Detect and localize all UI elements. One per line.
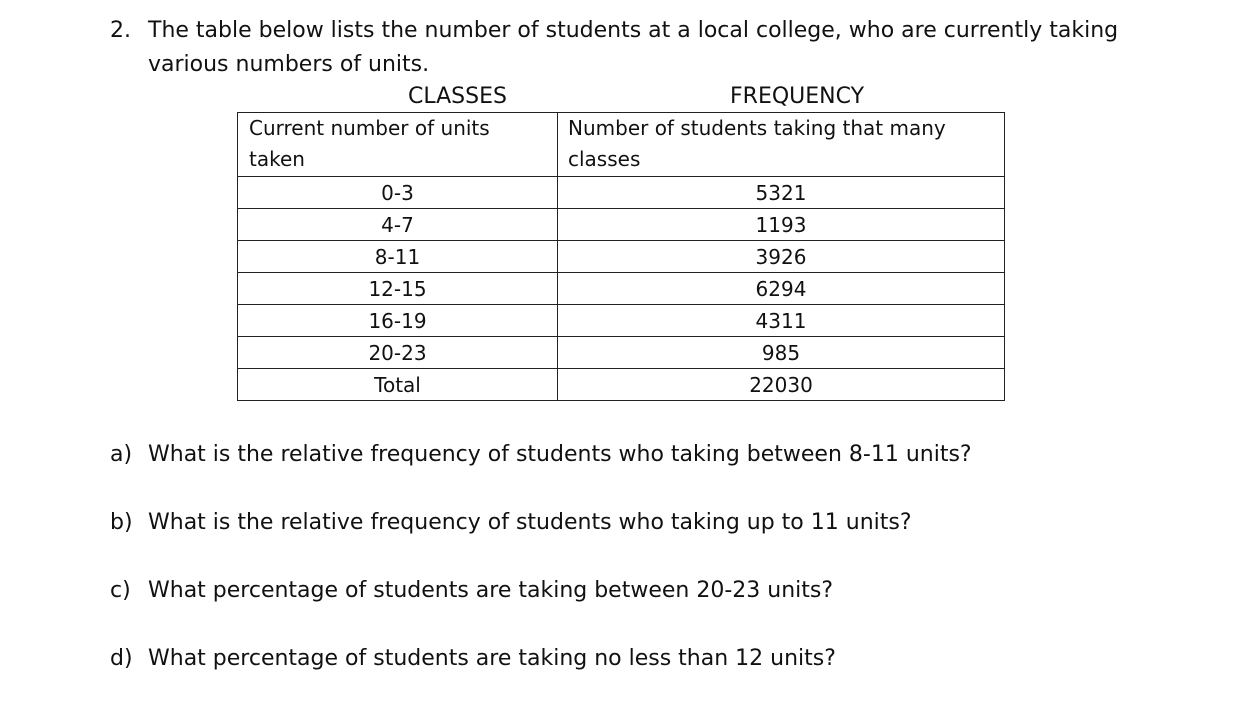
frequency-cell: 3926 (558, 241, 1005, 273)
problem-line-1 (110, 14, 1210, 48)
header-units-line-2: taken (249, 147, 305, 171)
header-students-line-2: classes (568, 147, 641, 171)
header-units-line-1: Current number of units (249, 116, 490, 140)
problem-text-line-2: various numbers of units. (148, 52, 430, 77)
question-text: What percentage of students are taking no less than 12 units? (148, 646, 836, 671)
frequency-cell: 6294 (558, 273, 1005, 305)
classes-column-title: CLASSES (408, 84, 507, 109)
frequency-column-title: FREQUENCY (730, 84, 865, 109)
frequency-cell: 985 (558, 337, 1005, 369)
question-a (110, 438, 972, 506)
class-cell: 8-11 (238, 241, 558, 273)
question-text: What is the relative frequency of students who taking up to 11 units? (148, 510, 912, 535)
question-label: d) (110, 646, 133, 671)
frequency-cell-total: 22030 (558, 369, 1005, 401)
problem-number: 2. (110, 18, 131, 43)
class-cell-total: Total (238, 369, 558, 401)
frequency-table (237, 112, 1005, 401)
question-label: c) (110, 578, 131, 603)
problem-text-line-1: The table below lists the number of students at a local college, who are currently taking (148, 18, 1119, 43)
frequency-cell: 5321 (558, 177, 1005, 209)
table-header-row (238, 113, 1005, 177)
table-row (238, 273, 1005, 305)
class-cell: 4-7 (238, 209, 558, 241)
question-b (110, 506, 972, 574)
question-d (110, 642, 972, 710)
table-row (238, 337, 1005, 369)
class-cell: 12-15 (238, 273, 558, 305)
class-cell: 0-3 (238, 177, 558, 209)
class-cell: 16-19 (238, 305, 558, 337)
table-row (238, 305, 1005, 337)
header-cell-units (238, 113, 558, 177)
table-row (238, 209, 1005, 241)
table-row (238, 241, 1005, 273)
class-cell: 20-23 (238, 337, 558, 369)
question-text: What is the relative frequency of students who taking between 8-11 units? (148, 442, 972, 467)
question-label: b) (110, 510, 133, 535)
question-list (110, 438, 972, 710)
question-label: a) (110, 442, 133, 467)
question-c (110, 574, 972, 642)
question-text: What percentage of students are taking between 20-23 units? (148, 578, 834, 603)
frequency-cell: 4311 (558, 305, 1005, 337)
frequency-cell: 1193 (558, 209, 1005, 241)
problem-statement (110, 14, 1210, 82)
table-row (238, 177, 1005, 209)
table-row-total (238, 369, 1005, 401)
header-cell-students (558, 113, 1005, 177)
header-students-line-1: Number of students taking that many (568, 116, 946, 140)
